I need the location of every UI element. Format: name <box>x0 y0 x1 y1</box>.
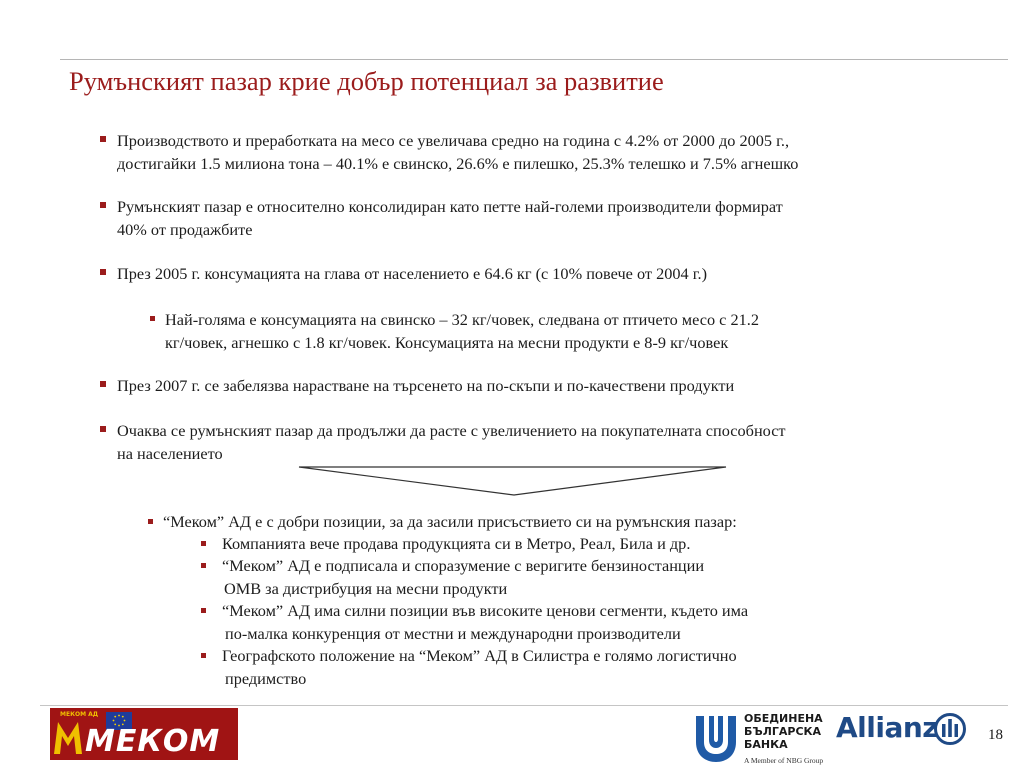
bullet-square-icon <box>100 381 106 387</box>
mekom-m-icon <box>54 718 82 754</box>
bullet-square-icon <box>201 563 206 568</box>
ubb-logo-icon <box>692 712 740 764</box>
bullet-line: През 2007 г. се забелязва нарастване на търсенето на по-скъпи и по-качествени продукти <box>117 376 735 395</box>
bullet-line: Очаква се румънският пазар да продължи да расте с увеличението на покупателната способност <box>117 421 786 440</box>
bullet-line: Производството и преработката на месо се увеличава средно на година с 4.2% от 2000 до 2005 г., <box>117 131 790 150</box>
bullet-consolidated-market <box>117 195 783 241</box>
bullet-line: През 2005 г. консумацията на глава от населението е 64.6 кг (с 10% повече от 2004 г.) <box>117 264 708 283</box>
conclusion-item-location <box>222 645 737 690</box>
conclusion-item-retail <box>222 533 690 556</box>
bullet-square-icon <box>148 519 153 524</box>
conclusion-item-price-segments <box>222 600 748 645</box>
ubb-name-line: ОБЕДИНЕНА <box>744 712 823 725</box>
conclusion-heading <box>163 511 737 534</box>
bottom-divider <box>40 705 1008 706</box>
conclusion-item-line: предимство <box>225 668 307 688</box>
bullet-square-icon <box>100 426 106 432</box>
allianz-logo-text: Allianz <box>836 711 939 744</box>
bullet-market-growth <box>117 419 786 465</box>
conclusion-item-line: Географското положение на “Меком” АД в Силистра е голямо логистично <box>222 646 737 665</box>
bullet-square-icon <box>100 136 106 142</box>
mekom-logo-top: МЕКОМ АД <box>60 711 99 718</box>
bullet-consumption-detail <box>165 308 759 354</box>
mekom-logo-text: МЕКОМ <box>85 724 221 759</box>
bullet-square-icon <box>201 608 206 613</box>
conclusion-heading-text: “Меком” АД е с добри позиции, за да засили присъствието си на румънския пазар: <box>163 512 737 531</box>
mekom-logo <box>50 708 238 760</box>
bullet-line: Най-голяма е консумацията на свинско – 32 кг/човек, следвана от птичето месо с 21.2 <box>165 310 759 329</box>
bullet-line: Румънският пазар е относително консолидиран като петте най-големи производители формират <box>117 197 783 216</box>
page-number: 18 <box>988 727 1003 743</box>
bullet-line: достигайки 1.5 милиона тона – 40.1% е свинско, 26.6% е пилешко, 25.3% телешко и 7.5% агнешко <box>117 154 799 173</box>
conclusion-item-line: ОМВ за дистрибуция на месни продукти <box>224 578 508 598</box>
bullet-line: 40% от продажбите <box>117 220 253 239</box>
bullet-square-icon <box>201 653 206 658</box>
bullet-production <box>117 129 798 175</box>
conclusion-item-line: “Меком” АД е подписала и споразумение с веригите бензиностанции <box>222 556 705 575</box>
bullet-square-icon <box>201 541 206 546</box>
bullet-demand-2007 <box>117 374 734 397</box>
slide-title: Румънският пазар крие добър потенциал за развитие <box>69 66 664 96</box>
funnel-arrow-icon <box>298 465 728 497</box>
ubb-name-line: БЪЛГАРСКА <box>744 725 822 738</box>
ubb-tagline: A Member of NBG Group <box>744 756 824 765</box>
bullet-consumption-2005 <box>117 262 707 285</box>
bullet-square-icon <box>100 202 106 208</box>
conclusion-item-line: “Меком” АД има силни позиции във високите ценови сегменти, където има <box>222 601 749 620</box>
conclusion-item-line: по-малка конкуренция от местни и международни производители <box>225 623 681 643</box>
ubb-name <box>744 712 823 751</box>
conclusion-item-omv <box>222 555 704 600</box>
bullet-line: на населението <box>117 444 223 463</box>
bullet-square-icon <box>150 316 155 321</box>
ubb-name-line: БАНКА <box>744 738 788 751</box>
bullet-square-icon <box>100 269 106 275</box>
conclusion-item-line: Компанията вече продава продукцията си в Метро, Реал, Била и др. <box>222 534 691 553</box>
allianz-eagle-icon <box>934 713 966 745</box>
bullet-line: кг/човек, агнешко с 1.8 кг/човек. Консумацията на месни продукти е 8-9 кг/човек <box>165 333 729 352</box>
